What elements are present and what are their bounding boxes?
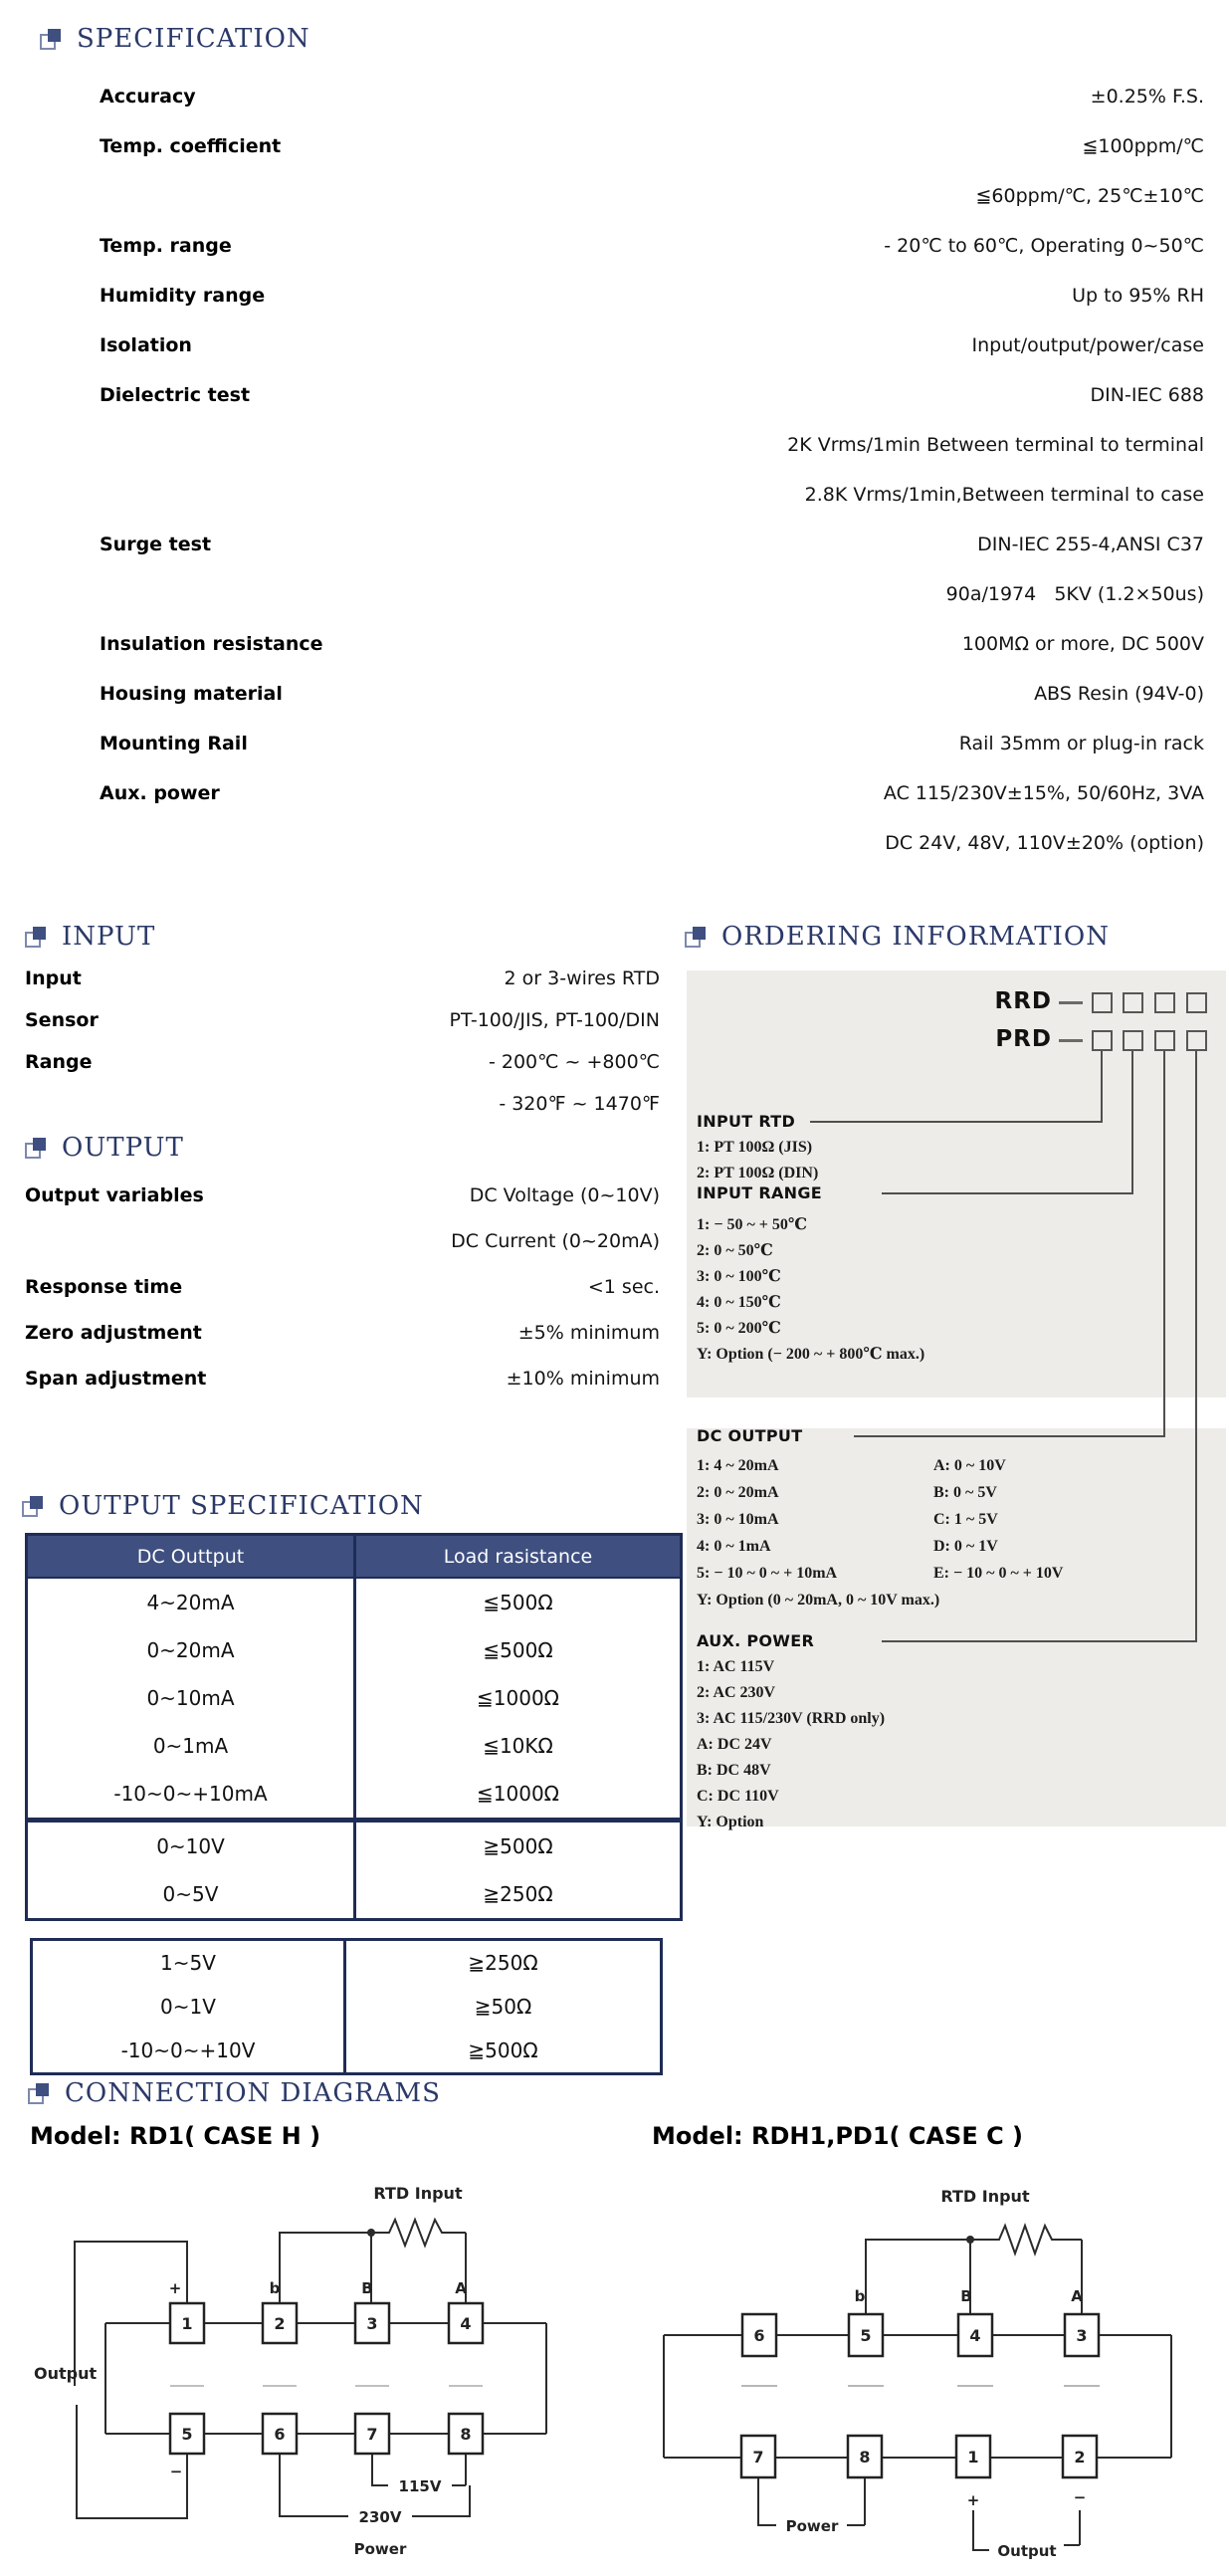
cell: 0~10mA (28, 1674, 356, 1722)
row-value: PT-100/JIS, PT-100/DIN (449, 1009, 660, 1031)
specification-rows (100, 72, 1204, 868)
spec-value: 90a/1974 5KV (1.2×50us) (945, 583, 1204, 605)
input-header (25, 922, 155, 952)
row-value: ±10% minimum (506, 1368, 660, 1390)
spec-row (100, 470, 1204, 520)
spec-value: DIN-IEC 255-4,ANSI C37 (977, 534, 1204, 555)
table-row (28, 1870, 680, 1918)
table-row (33, 1985, 660, 2029)
cell: 0~10V (28, 1823, 356, 1870)
spec-label: Temp. range (100, 235, 232, 257)
spec-value: ABS Resin (94V-0) (1034, 683, 1204, 705)
cell: ≧50Ω (474, 1995, 532, 2019)
group-item: 3: 0 ~ 100℃ (697, 1268, 781, 1285)
row-label: Range (25, 1051, 93, 1073)
section-bullet-icon (685, 927, 706, 948)
connector-line (854, 1435, 1165, 1437)
terminal-number: 1 (967, 2448, 979, 2467)
spec-row (100, 121, 1204, 171)
voltage-230-label: 230V (358, 2508, 402, 2526)
row-value: DC Current (0~20mA) (451, 1230, 660, 1252)
row-label: Output variables (25, 1184, 204, 1206)
section-bullet-icon (40, 29, 61, 50)
spec-label: Aux. power (100, 782, 220, 804)
group-item: Y: Option (− 200 ~ + 800℃ max.) (697, 1346, 925, 1363)
cell: ≦1000Ω (477, 1686, 559, 1710)
row-label: Span adjustment (25, 1368, 207, 1390)
group-item: 2: 0 ~ 20mA (697, 1484, 779, 1501)
spec-row (100, 321, 1204, 370)
section-bullet-icon (25, 1138, 46, 1159)
terminal-number: 7 (366, 2425, 378, 2444)
group-item: 5: − 10 ~ 0 ~ + 10mA (697, 1565, 838, 1582)
spec-label: Temp. coefficient (100, 135, 282, 157)
cell: ≧500Ω (483, 1834, 553, 1858)
cell: ≧250Ω (468, 1951, 538, 1975)
section-title: INPUT (62, 922, 156, 952)
spec-label: Housing material (100, 683, 283, 705)
connector-line (882, 1640, 1197, 1642)
group-title-input-rtd: INPUT RTD (697, 1112, 796, 1131)
section-title: OUTPUT (62, 1133, 184, 1163)
cell: ≦500Ω (483, 1638, 553, 1662)
rtd-b-wire (280, 2233, 371, 2303)
spec-value: ±0.25% F.S. (1090, 86, 1204, 107)
output-row (25, 1173, 660, 1218)
pin-A-label: A (1071, 2287, 1083, 2305)
cell: 0~1mA (28, 1722, 356, 1770)
group-item: B: 0 ~ 5V (933, 1484, 997, 1501)
output-rows (25, 1173, 660, 1401)
section-title: ORDERING INFORMATION (721, 922, 1110, 952)
cell: ≧500Ω (468, 2039, 538, 2062)
junction-dot (966, 2236, 974, 2244)
plus-label: + (168, 2279, 182, 2297)
rtd-b-wire (866, 2240, 970, 2313)
connection-diagram-rd1 (30, 2158, 587, 2571)
spec-label: Dielectric test (100, 384, 251, 406)
row-value: DC Voltage (0~10V) (469, 1184, 660, 1206)
connection-header (28, 2078, 441, 2108)
model-title-left: Model: RD1( CASE H ) (30, 2122, 321, 2150)
code-dash (1059, 1039, 1083, 1042)
spec-row (100, 370, 1204, 420)
terminal-number: 5 (860, 2326, 872, 2345)
section-bullet-icon (25, 927, 46, 948)
spec-value: ≦60ppm/℃, 25℃±10℃ (975, 185, 1204, 207)
group-item: C: 1 ~ 5V (933, 1511, 998, 1528)
terminal-number: 3 (1076, 2326, 1088, 2345)
terminal-number: 6 (753, 2326, 765, 2345)
spec-row (100, 669, 1204, 719)
terminal-number: 4 (460, 2314, 472, 2333)
row-value: <1 sec. (587, 1276, 660, 1298)
group-item: D: 0 ~ 1V (933, 1538, 998, 1555)
terminal-number: 8 (460, 2425, 472, 2444)
row-label: Zero adjustment (25, 1322, 202, 1344)
row-value: - 200℃ ~ +800℃ (488, 1051, 660, 1073)
section-bullet-icon (28, 2083, 49, 2104)
output-row (25, 1310, 660, 1356)
voltage-115-label: 115V (398, 2477, 442, 2495)
cell: ≦10KΩ (483, 1734, 553, 1758)
connection-diagram-rdh1-pd1 (637, 2158, 1219, 2571)
output-spec-header (22, 1491, 424, 1521)
table-row (33, 2029, 660, 2072)
spec-value: - 20℃ to 60℃, Operating 0~50℃ (884, 235, 1204, 257)
spec-row (100, 818, 1204, 868)
group-title-dc-output: DC OUTPUT (697, 1426, 803, 1445)
terminal-number: 2 (1074, 2448, 1086, 2467)
table-row (28, 1579, 680, 1626)
connector-line (1195, 1051, 1197, 1642)
model-code-prd: PRD (995, 1026, 1052, 1052)
section-title: OUTPUT SPECIFICATION (59, 1491, 424, 1521)
pin-b-label: b (854, 2287, 866, 2305)
group-title-aux-power: AUX. POWER (697, 1631, 815, 1650)
group-item: 1: − 50 ~ + 50℃ (697, 1216, 808, 1233)
junction-dot (367, 2229, 375, 2237)
connector-line (1101, 1051, 1103, 1123)
group-item: 3: AC 115/230V (RRD only) (697, 1710, 886, 1727)
row-label: Sensor (25, 1009, 99, 1031)
row-label: Input (25, 967, 82, 989)
row-value: - 320℉ ~ 1470℉ (499, 1093, 660, 1115)
group-item: C: DC 110V (697, 1788, 779, 1805)
output-spec-table-2 (30, 1938, 663, 2075)
group-item: 2: PT 100Ω (DIN) (697, 1165, 819, 1181)
terminal-number: 1 (181, 2314, 193, 2333)
spec-label: Mounting Rail (100, 733, 248, 754)
terminal-number: 4 (969, 2326, 981, 2345)
pin-B-label: B (361, 2279, 373, 2297)
group-title-input-range: INPUT RANGE (697, 1183, 823, 1202)
group-item: Y: Option (0 ~ 20mA, 0 ~ 10V max.) (697, 1592, 940, 1609)
section-bullet-icon (22, 1496, 43, 1517)
spec-value: AC 115/230V±15%, 50/60Hz, 3VA (883, 782, 1204, 804)
power-label: Power (785, 2517, 839, 2535)
group-item: Y: Option (697, 1814, 764, 1830)
group-item: 5: 0 ~ 200℃ (697, 1320, 781, 1337)
group-item: 2: 0 ~ 50℃ (697, 1242, 773, 1259)
spec-value: DIN-IEC 688 (1090, 384, 1204, 406)
terminal-number: 6 (274, 2425, 286, 2444)
power-label: Power (353, 2540, 407, 2558)
code-digit-box (1123, 992, 1143, 1013)
terminal-number: 5 (181, 2425, 193, 2444)
spec-label: Surge test (100, 534, 212, 555)
spec-row (100, 221, 1204, 271)
minus-label: − (1073, 2488, 1087, 2506)
section-title: CONNECTION DIAGRAMS (65, 2078, 441, 2108)
group-item: A: DC 24V (697, 1736, 772, 1753)
connector-line (1163, 1051, 1165, 1437)
input-row (25, 958, 660, 999)
output-label: Output (997, 2542, 1057, 2560)
spec-row (100, 520, 1204, 569)
code-digit-box (1123, 1030, 1143, 1051)
spec-label: Accuracy (100, 86, 196, 107)
cell: -10~0~+10V (33, 2029, 346, 2072)
table-row (28, 1722, 680, 1770)
group-item: E: − 10 ~ 0 ~ + 10V (933, 1565, 1064, 1582)
cell: ≦500Ω (483, 1591, 553, 1614)
spec-value: Rail 35mm or plug-in rack (958, 733, 1204, 754)
input-row (25, 1041, 660, 1083)
column-header: Load rasistance (443, 1545, 593, 1568)
cell: 0~1V (33, 1985, 346, 2029)
cell: ≧250Ω (483, 1882, 553, 1906)
spec-row (100, 72, 1204, 121)
spec-value: 2.8K Vrms/1min,Between terminal to case (804, 484, 1204, 506)
output-spec-table-1 (25, 1533, 683, 1921)
rtd-resistor (371, 2220, 466, 2246)
spec-row (100, 569, 1204, 619)
output-header (25, 1133, 184, 1163)
output-label: Output (34, 2364, 98, 2383)
table-row (28, 1626, 680, 1674)
pin-b-label: b (269, 2279, 281, 2297)
table-row (28, 1823, 680, 1870)
spec-value: ≦100ppm/℃ (1082, 135, 1204, 157)
terminal-number: 3 (366, 2314, 378, 2333)
table-row (28, 1674, 680, 1722)
terminal-number: 7 (752, 2448, 764, 2467)
group-item: 3: 0 ~ 10mA (697, 1511, 779, 1528)
cell: 1~5V (33, 1941, 346, 1985)
spec-row (100, 619, 1204, 669)
group-item: B: DC 48V (697, 1762, 771, 1779)
ordering-code-diagram (687, 970, 1226, 1851)
row-label: Response time (25, 1276, 183, 1298)
model-title-right: Model: RDH1,PD1( CASE C ) (652, 2122, 1024, 2150)
code-digit-box (1186, 1030, 1207, 1051)
terminal-number: 2 (274, 2314, 286, 2333)
group-item: 4: 0 ~ 150℃ (697, 1294, 781, 1311)
input-row (25, 999, 660, 1041)
table-row (33, 1941, 660, 1985)
rtd-resistor (970, 2226, 1082, 2254)
cell: 4~20mA (28, 1579, 356, 1626)
code-digit-box (1092, 1030, 1113, 1051)
spec-row (100, 271, 1204, 321)
model-code-rrd: RRD (994, 988, 1052, 1014)
spec-label: Insulation resistance (100, 633, 323, 655)
minus-label: − (169, 2463, 183, 2480)
row-value: 2 or 3-wires RTD (504, 967, 660, 989)
rtd-input-label: RTD Input (940, 2187, 1030, 2206)
group-item: A: 0 ~ 10V (933, 1457, 1006, 1474)
section-title: SPECIFICATION (77, 24, 310, 54)
rtd-input-label: RTD Input (373, 2184, 463, 2203)
pin-B-label: B (960, 2287, 972, 2305)
output-row (25, 1356, 660, 1401)
output-row (25, 1218, 660, 1264)
connector-line (882, 1192, 1133, 1194)
group-item: 1: 4 ~ 20mA (697, 1457, 779, 1474)
cell: 0~20mA (28, 1626, 356, 1674)
cell: 0~5V (28, 1870, 356, 1918)
cell: -10~0~+10mA (28, 1770, 356, 1818)
code-digit-box (1154, 1030, 1175, 1051)
output-row (25, 1264, 660, 1310)
code-digit-box (1092, 992, 1113, 1013)
ordering-header (685, 922, 1110, 952)
group-item: 2: AC 230V (697, 1684, 776, 1701)
spec-value: Up to 95% RH (1072, 285, 1204, 307)
table-row (28, 1770, 680, 1818)
code-dash (1059, 1001, 1083, 1004)
spec-row (100, 420, 1204, 470)
spec-value: 100MΩ or more, DC 500V (961, 633, 1204, 655)
spec-label: Isolation (100, 334, 192, 356)
plus-label: + (966, 2491, 980, 2509)
group-item: 4: 0 ~ 1mA (697, 1538, 771, 1555)
input-row (25, 1083, 660, 1125)
row-value: ±5% minimum (517, 1322, 660, 1344)
connector-line (1131, 1051, 1133, 1194)
spec-row (100, 768, 1204, 818)
code-digit-box (1154, 992, 1175, 1013)
group-item: 1: AC 115V (697, 1658, 775, 1675)
table-header-row (28, 1536, 680, 1579)
spec-value: DC 24V, 48V, 110V±20% (option) (885, 832, 1204, 854)
specification-header (40, 24, 310, 54)
spec-value: Input/output/power/case (971, 334, 1204, 356)
cell: ≦1000Ω (477, 1782, 559, 1806)
group-item: 1: PT 100Ω (JIS) (697, 1139, 813, 1156)
spec-row (100, 719, 1204, 768)
input-rows (25, 958, 660, 1125)
code-digit-box (1186, 992, 1207, 1013)
spec-label: Humidity range (100, 285, 266, 307)
column-header: DC Outtput (28, 1536, 356, 1577)
terminal-number: 8 (859, 2448, 871, 2467)
spec-value: 2K Vrms/1min Between terminal to terminal (787, 434, 1204, 456)
connector-line (810, 1121, 1103, 1123)
pin-A-label: A (455, 2279, 467, 2297)
spec-row (100, 171, 1204, 221)
